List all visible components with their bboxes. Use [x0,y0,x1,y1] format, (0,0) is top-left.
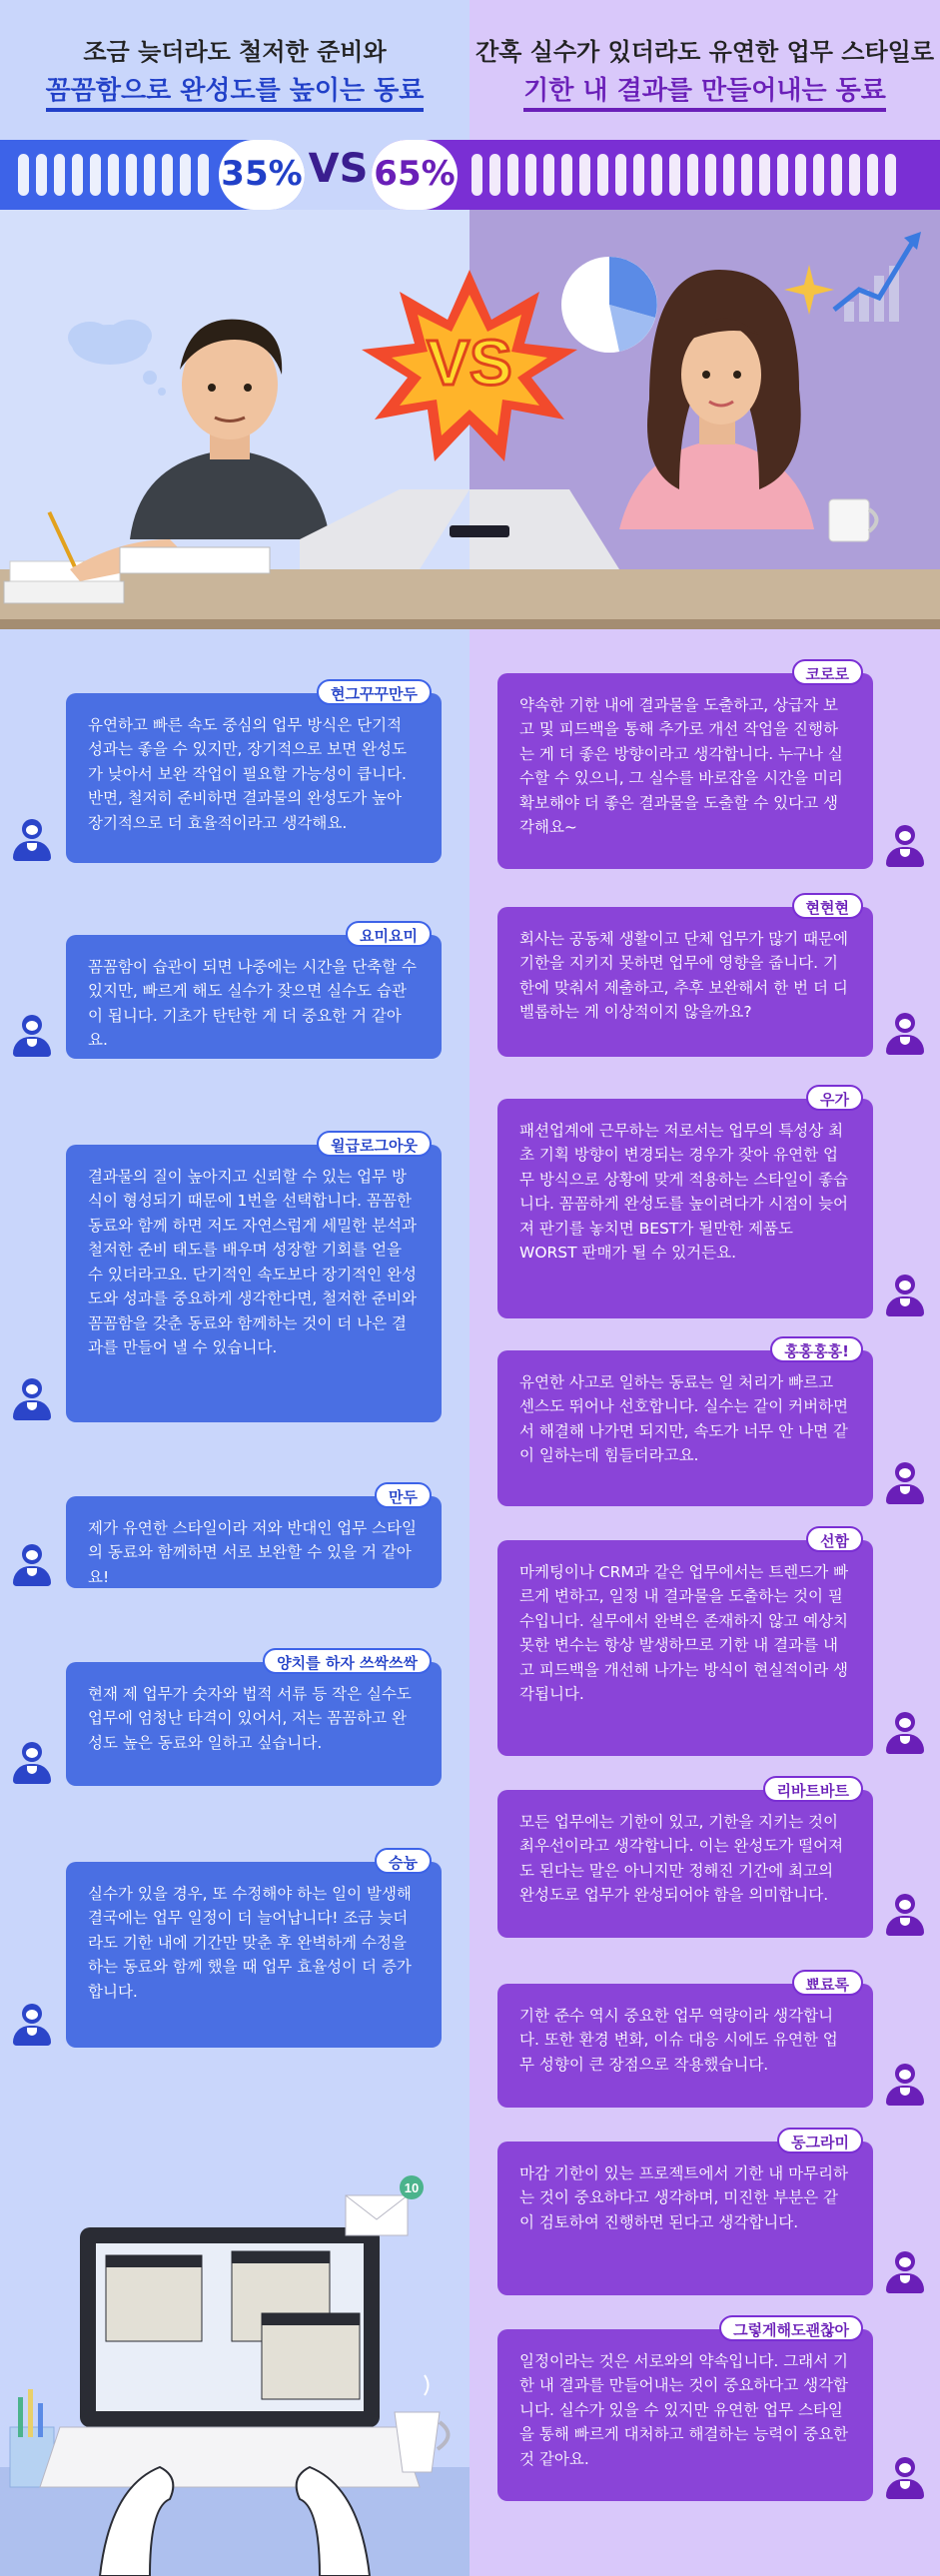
notebook-icon [120,547,270,573]
left-percent-bar [0,140,305,210]
percent-tick [615,154,626,196]
comment-card [497,2134,873,2295]
comment-card [66,1488,442,1588]
commenter-name: 현현현 [792,893,863,919]
percent-tick [597,154,608,196]
mug-icon [829,499,877,541]
versus-illustration-art [0,210,940,629]
comment-text: 마감 기한이 있는 프로젝트에서 기한 내 마무리하는 것이 중요하다고 생각하며, 미진한 부분은 같이 검토하여 진행하면 된다고 생각합니다. [519,2164,849,2231]
percent-tick [669,154,680,196]
percent-tick [72,154,83,196]
mail-icon [346,2195,408,2235]
coffee-cup-icon [395,2375,449,2472]
percent-tick [198,154,209,196]
comment-card [497,1532,873,1756]
percent-tick [633,154,644,196]
left-option-title: 꼼꼼함으로 완성도를 높이는 동료 [0,70,470,107]
user-avatar-icon [12,819,52,863]
comment-text: 마케팅이나 CRM과 같은 업무에서는 트렌드가 빠르게 변하고, 일정 내 결과물을 도출하는 것이 필수입니다. 실무에서 완벽은 존재하지 않고 예상치 못한 변수는 항상 발생하므로 기한 내 결과를 내고 피드백을 개선해 나가는 방식이 현실적이라 생각됩니다. [519,1563,849,1704]
user-avatar-icon [885,2251,925,2295]
user-avatar-icon [885,825,925,869]
percent-tick [723,154,734,196]
percent-tick [126,154,137,196]
pie-chart-icon [561,257,657,353]
comment-text: 패션업계에 근무하는 저로서는 업무의 특성상 최초 기획 방향이 변경되는 경우가 잦아 유연한 업무 방식으로 상황에 맞게 적용하는 스타일이 좋습니다. 꼼꼼하게 완성도를 높이려다가 시점이 늦어져 판기를 놓치면 BEST가 될만한 제품도 WORST 판매가 될 수 있거든요. [519,1122,849,1263]
commenter-name: 코로로 [792,659,863,685]
percent-tick [561,154,572,196]
comment-text: 결과물의 질이 높아지고 신뢰할 수 있는 업무 방식이 형성되기 때문에 1번을 선택합니다. 꼼꼼한 동료와 함께 하면 저도 자연스럽게 세밀한 분석과 철저한 준비 태도를 배우며 성장할 기회를 얻을 수 있더라고요. 단기적인 속도보다 장기적인 완성도와 성과를 중요하게 생각한다면, 철저한 준비와 꼼꼼함을 갖춘 동료와 함께하는 것이 더 나은 결과를 만들어 낼 수 있습니다. [88,1168,418,1357]
commenter-name: 우가 [806,1085,863,1111]
bottom-laptop-illustration [0,2128,470,2576]
percent-tick [507,154,518,196]
phone-icon [450,525,509,537]
user-avatar-icon [12,1742,52,1786]
user-avatar-icon [885,1275,925,1318]
percent-tick [525,154,536,196]
commenter-name: 리바트바트 [763,1776,863,1802]
percent-tick [144,154,155,196]
notification-badge [400,2175,424,2199]
percent-tick [759,154,770,196]
notification-count: 10 [404,2180,420,2195]
comment-card [66,685,442,863]
percent-tick [489,154,500,196]
percent-tick [90,154,101,196]
user-avatar-icon [885,1712,925,1756]
comment-card [497,665,873,869]
sparkle-icon [784,265,834,315]
percent-tick [831,154,842,196]
right-percent-ticks [471,154,896,196]
laptop-icon [40,2227,420,2487]
percent-tick [579,154,590,196]
comment-card [497,1976,873,2108]
vs-burst-text: VS [427,327,512,399]
percent-tick [705,154,716,196]
right-percent-bar [372,140,940,210]
percent-tick [18,154,29,196]
percent-tick [687,154,698,196]
commenter-name: 요미요미 [346,921,432,947]
commenter-name: 홍홍홍홍! [770,1336,863,1362]
user-avatar-icon [885,2457,925,2501]
left-option-subtitle: 조금 늦더라도 철저한 준비와 [83,38,387,66]
left-option-header [0,0,470,150]
user-avatar-icon [885,1462,925,1506]
percent-tick [162,154,173,196]
left-percent-ticks [18,154,209,196]
comment-text: 약속한 기한 내에 결과물을 도출하고, 상급자 보고 및 피드백을 통해 추가로 개선 작업을 진행하는 게 더 좋은 방향이라고 생각합니다. 누구나 실수할 수 있으니, 그 실수를 바로잡을 시간을 미리 확보해야 더 좋은 결과물을 도출할 수 있다고 생각해요~ [519,696,843,837]
commenter-name: 선함 [806,1526,863,1552]
comment-card [497,899,873,1057]
comment-card [497,1342,873,1506]
percent-tick [885,154,896,196]
comment-card [66,927,442,1059]
right-option-header [470,0,940,150]
commenter-name: 만두 [375,1482,432,1508]
commenter-name: 그렇게해도괜찮아 [719,2315,863,2341]
comment-text: 일정이라는 것은 서로와의 약속입니다. 그래서 기한 내 결과를 만들어내는 것이 중요하다고 생각합니다. 실수가 있을 수 있지만 유연한 업무 스타일을 통해 빠르게 대처하고 해결하는 능력이 중요한 것 같아요. [519,2352,849,2468]
user-avatar-icon [12,1544,52,1588]
comment-card [66,1137,442,1422]
percent-tick [795,154,806,196]
user-avatar-icon [12,2004,52,2048]
comment-text: 유연한 사고로 일하는 동료는 일 처리가 빠르고 센스도 뛰어나 선호합니다. 실수는 같이 커버하면서 해결해 나가면 되지만, 속도가 너무 안 나면 같이 일하는데 힘들더라고요. [519,1373,849,1465]
percent-tick [180,154,191,196]
user-avatar-icon [12,1015,52,1059]
comment-text: 꼼꼼함이 습관이 되면 나중에는 시간을 단축할 수 있지만, 빠르게 해도 실수가 잦으면 실수도 습관이 됩니다. 기초가 탄탄한 게 더 중요한 거 같아요. [88,958,418,1050]
right-percent-value: 65% [374,154,456,194]
left-percent-value: 35% [221,154,303,194]
right-option-subtitle: 간혹 실수가 있더라도 유연한 업무 스타일로 [474,38,935,66]
percent-tick [54,154,65,196]
comment-card [497,2321,873,2501]
comment-text: 현재 제 업무가 숫자와 법적 서류 등 작은 실수도 업무에 엄청난 타격이 있어서, 저는 꼼꼼하고 완성도 높은 동료와 일하고 싶습니다. [88,1685,412,1752]
comment-text: 제가 유연한 스타일이라 저와 반대인 업무 스타일의 동료와 함께하면 서로 보완할 수 있을 거 같아요! [88,1519,418,1586]
commenter-name: 동그라미 [777,2128,863,2153]
comment-text: 실수가 있을 경우, 또 수정해야 하는 일이 발생해 결국에는 업무 일정이 더 늘어납니다! 조금 늦더라도 기한 내에 기간만 맞춘 후 완벽하게 수정을 하는 동료와 함께 했을 때 업무 효율성이 더 증가합니다. [88,1885,412,2001]
percent-tick [543,154,554,196]
percent-tick [471,154,482,196]
comment-text: 모든 업무에는 기한이 있고, 기한을 지키는 것이 최우선이라고 생각합니다. 이는 완성도가 떨어져도 된다는 말은 아니지만 정해진 기간에 최고의 완성도로 업무가 완성되어야 함을 의미합니다. [519,1813,844,1905]
percent-tick [849,154,860,196]
percent-tick [108,154,119,196]
comment-card [497,1091,873,1318]
commenter-name: 현그꾸꾸만두 [317,679,432,705]
vs-label: VS [308,146,369,192]
percent-tick [741,154,752,196]
percent-tick [651,154,662,196]
comment-text: 기한 준수 역시 중요한 업무 역량이라 생각합니다. 또한 환경 변화, 이슈 대응 시에도 유연한 업무 성향이 큰 장점으로 작용했습니다. [519,2007,838,2074]
versus-illustration [0,210,940,629]
user-avatar-icon [885,1894,925,1938]
user-avatar-icon [885,1013,925,1057]
commenter-name: 윌급로그아웃 [317,1131,432,1157]
comment-card [497,1782,873,1938]
comment-card [66,1854,442,2048]
percent-tick [777,154,788,196]
percent-tick [813,154,824,196]
comment-text: 유연하고 빠른 속도 중심의 업무 방식은 단기적 성과는 좋을 수 있지만, 장기적으로 보면 완성도가 낮아서 보완 작업이 필요할 가능성이 큽니다. 반면, 철저히 준비하면 결과물의 완성도가 높아 장기적으로 더 효율적이라고 생각해요. [88,716,407,832]
right-option-title: 기한 내 결과를 만들어내는 동료 [470,70,940,107]
thought-cloud-icon [68,320,166,396]
user-avatar-icon [12,1378,52,1422]
user-avatar-icon [885,2064,925,2108]
commenter-name: 뾰료록 [792,1970,863,1996]
commenter-name: 승늉 [375,1848,432,1874]
comment-card [66,1654,442,1786]
commenter-name: 양치를 하자 쓰싹쓰싹 [263,1648,432,1674]
percent-tick [867,154,878,196]
percent-tick [36,154,47,196]
comment-text: 회사는 공동체 생활이고 단체 업무가 많기 때문에 기한을 지키지 못하면 업무에 영향을 줍니다. 기한에 맞춰서 제출하고, 추후 보완해서 한 번 더 디벨롭하는 게 이상적이지 않을까요? [519,930,849,1022]
growth-chart-icon [834,232,921,322]
